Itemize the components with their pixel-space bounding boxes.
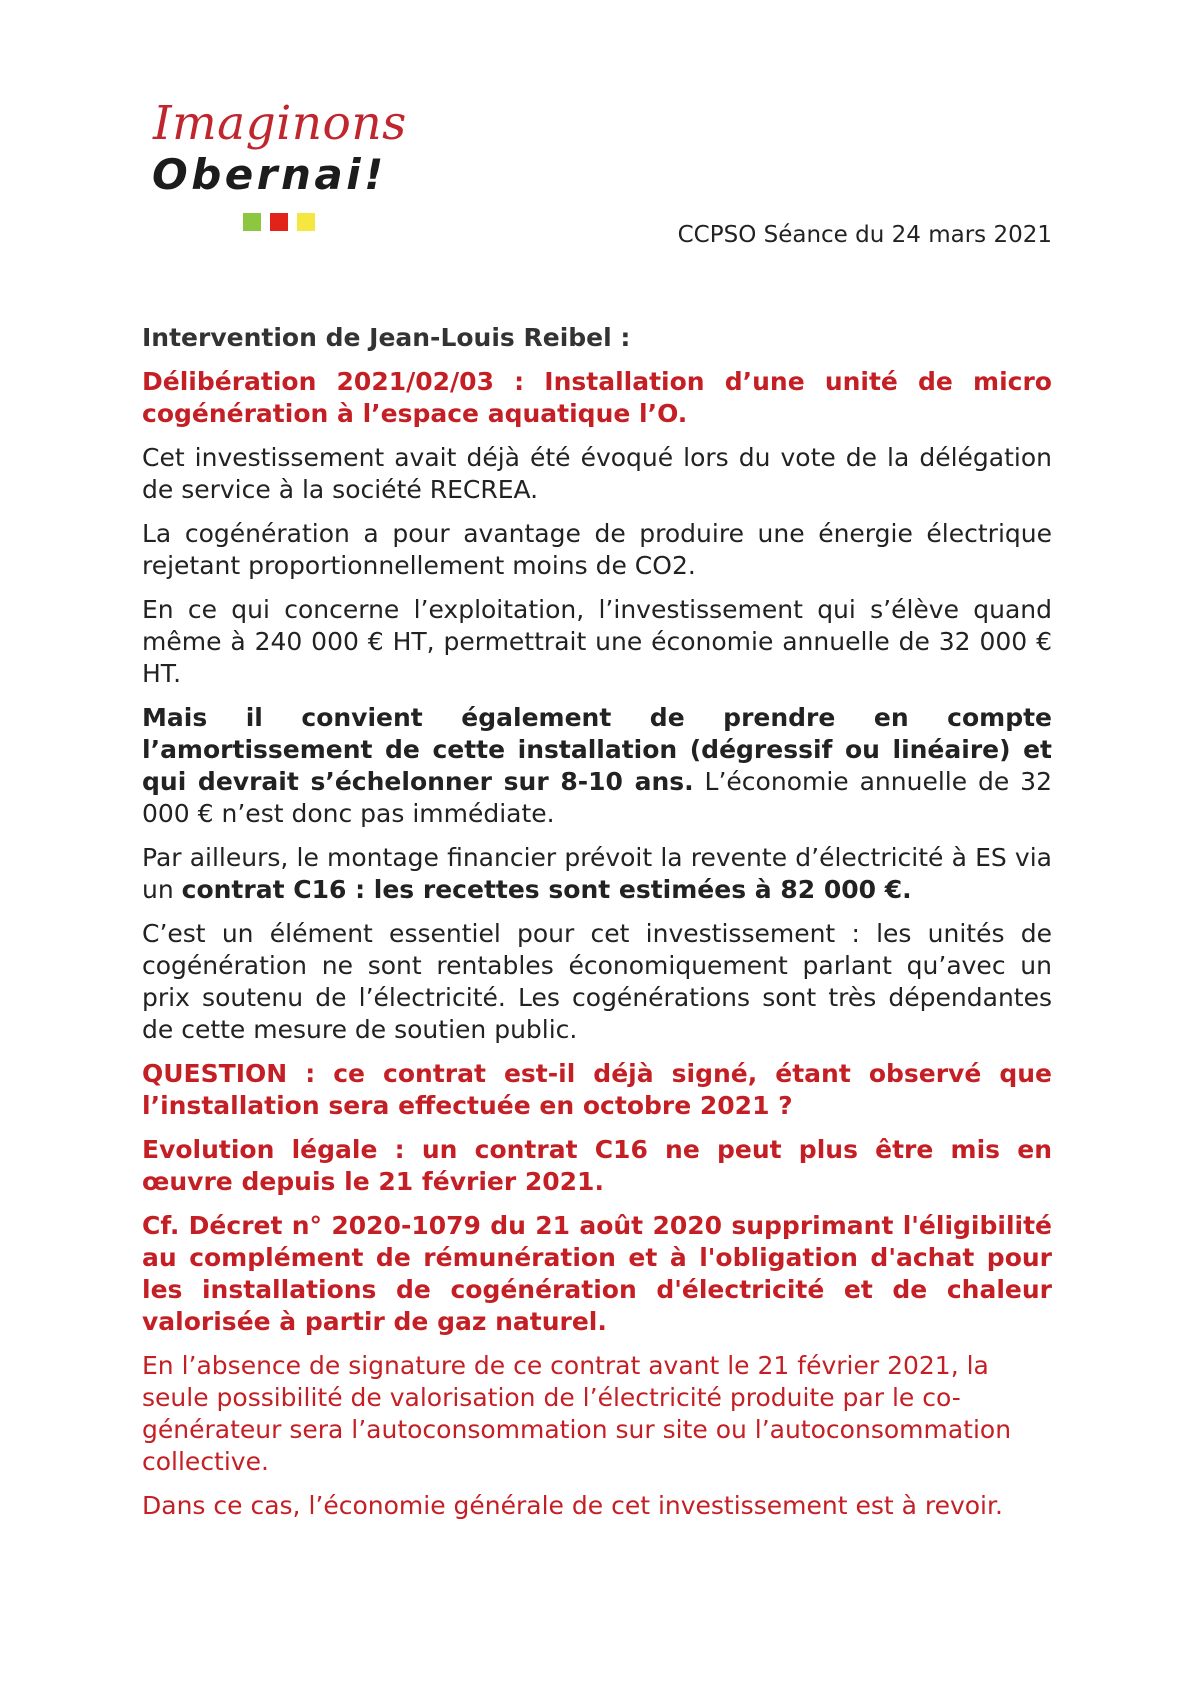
question-paragraph: QUESTION : ce contrat est-il déjà signé, étant observé que l’installation sera effectuée en octobre 2021 ? — [142, 1059, 1052, 1120]
paragraph-exploitation: En ce qui concerne l’exploitation, l’investissement qui s’élève quand même à 240 000 € HT, permettrait une économie annuelle de 32 000 € HT. — [142, 595, 1052, 688]
paragraph-cogeneration: La cogénération a pour avantage de produire une énergie électrique rejetant proportionnellement moins de CO2. — [142, 519, 1052, 580]
deliberation-title: Délibération 2021/02/03 : Installation d’une unité de micro cogénération à l’espace aquatique l’O. — [142, 367, 1052, 428]
intervention-heading: Intervention de Jean-Louis Reibel : — [142, 323, 631, 352]
logo-square-yellow — [297, 213, 315, 231]
logo-text-obernai: Obernai! — [152, 150, 387, 199]
paragraph-investment: Cet investissement avait déjà été évoqué lors du vote de la délégation de service à la société RECREA. — [142, 443, 1052, 504]
financing-bold-text: contrat C16 : les recettes sont estimées à 82 000 €. — [181, 875, 912, 904]
logo-square-red — [270, 213, 288, 231]
absence-paragraph: En l’absence de signature de ce contrat avant le 21 février 2021, la seule possibilité de valorisation de l’électricité produite par le co-générateur sera l’autoconsommation sur site ou l’autoconsommation collective. — [142, 1351, 1012, 1476]
session-date: CCPSO Séance du 24 mars 2021 — [677, 222, 1052, 248]
imaginons-obernai-logo — [150, 96, 450, 240]
decree-paragraph: Cf. Décret n° 2020-1079 du 21 août 2020 supprimant l'éligibilité au complément de rémunération et à l'obligation d'achat pour les installations de cogénération d'électricité et de chaleur valorisée à partir de gaz naturel. — [142, 1211, 1052, 1336]
conclusion-paragraph: Dans ce cas, l’économie générale de cet investissement est à revoir. — [142, 1491, 1003, 1520]
paragraph-essential: C’est un élément essentiel pour cet investissement : les unités de cogénération ne sont rentables économiquement parlant qu’avec un prix soutenu de l’électricité. Les cogénérations sont très dépendantes de cette mesure de soutien public. — [142, 919, 1052, 1044]
paragraph-amortization — [142, 702, 1052, 830]
logo-square-green — [243, 213, 261, 231]
amortization-bold-text: Mais il convient également de prendre en compte l’amortissement de cette installation (dégressif ou linéaire) et qui devrait s’échelonner sur 8-10 ans. — [142, 703, 1052, 796]
legal-evolution-paragraph: Evolution légale : un contrat C16 ne peut plus être mis en œuvre depuis le 21 février 2021. — [142, 1135, 1052, 1196]
amortization-text: L’économie annuelle de 32 000 € n’est donc pas immédiate. — [142, 767, 1052, 828]
financing-text: Par ailleurs, le montage financier prévoit la revente d’électricité à ES via un — [142, 843, 1052, 904]
logo-text-imaginons: Imaginons — [153, 96, 407, 151]
document-body — [142, 322, 1052, 1534]
paragraph-financing — [142, 842, 1052, 906]
